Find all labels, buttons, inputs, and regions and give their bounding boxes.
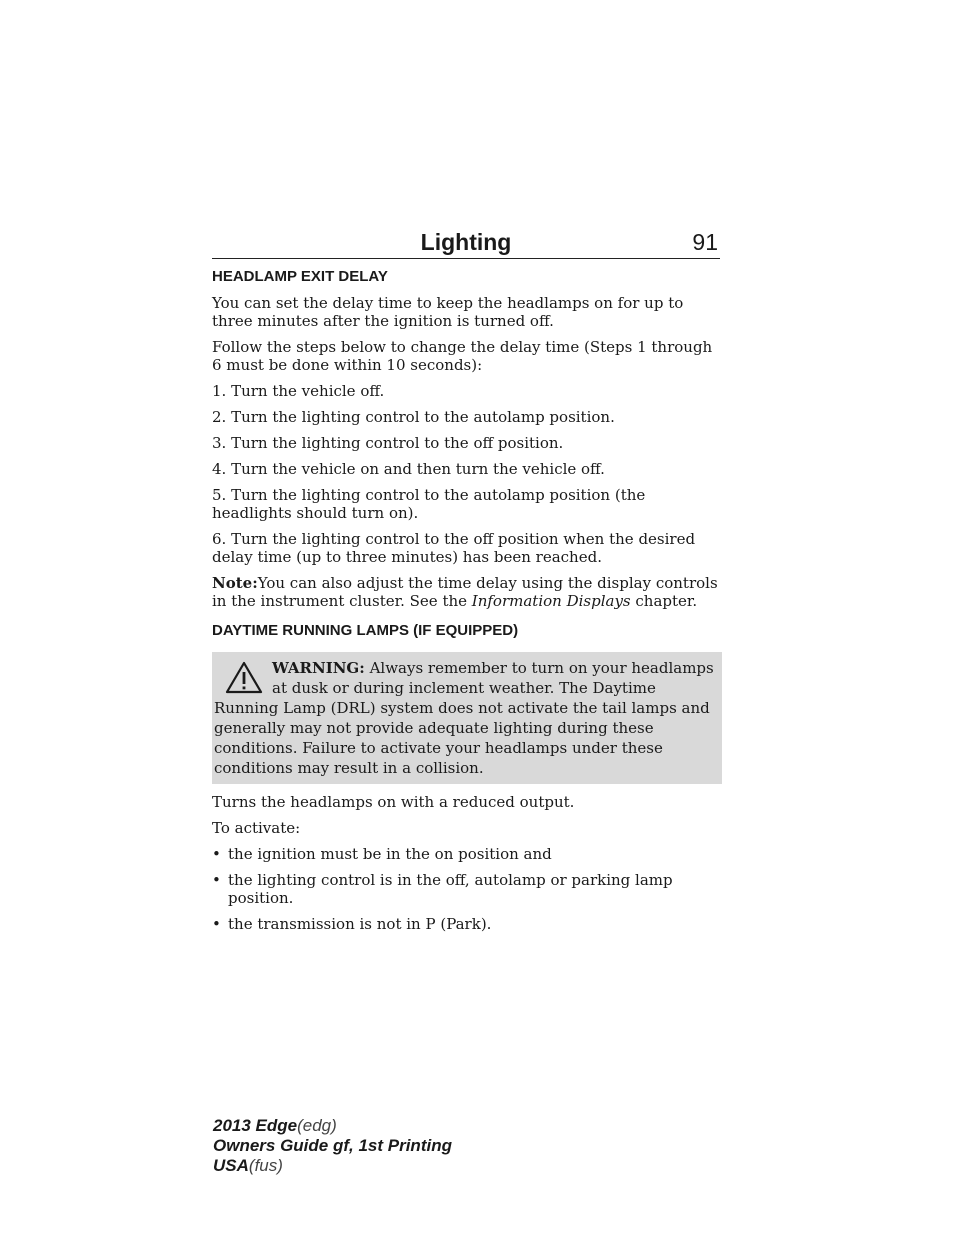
footer-model-code: (edg) bbox=[297, 1116, 337, 1135]
step-1: 1. Turn the vehicle off. bbox=[212, 382, 385, 400]
step-2: 2. Turn the lighting control to the autolamp position. bbox=[212, 408, 615, 426]
step-3: 3. Turn the lighting control to the off position. bbox=[212, 434, 564, 452]
footer-line-guide bbox=[213, 1136, 452, 1156]
note-label: Note: bbox=[212, 574, 258, 592]
list-item bbox=[212, 845, 722, 863]
footer-market: USA bbox=[213, 1156, 249, 1175]
section-heading-daytime-running-lamps: DAYTIME RUNNING LAMPS (IF EQUIPPED) bbox=[212, 622, 519, 639]
footer-line-market bbox=[213, 1156, 452, 1176]
paragraph-intro: You can set the delay time to keep the headlamps on for up to three minutes after the ignition is turned off. bbox=[212, 294, 684, 330]
footer-line-model bbox=[213, 1116, 452, 1136]
step-4: 4. Turn the vehicle on and then turn the vehicle off. bbox=[212, 460, 605, 478]
bullet-icon: • bbox=[212, 915, 221, 933]
paragraph-to-activate: To activate: bbox=[212, 819, 301, 837]
note-text: You can also adjust the time delay using the display controls in the instrument cluster. See the bbox=[212, 574, 718, 610]
page-header bbox=[212, 228, 720, 259]
chapter-title: Lighting bbox=[420, 229, 512, 255]
warning-box bbox=[212, 652, 722, 784]
list-item-text: the transmission is not in P (Park). bbox=[228, 915, 492, 933]
warning-text: Always remember to turn on your headlamps at dusk or during inclement weather. The Daytime Running Lamp (DRL) system does not activate the tail lamps and generally may not provide adequate lighting during these conditions. Failure to activate your headlamps under these conditions may result in a collision. bbox=[214, 659, 714, 777]
warning-label: WARNING: bbox=[272, 659, 365, 677]
footer-guide: Owners Guide gf, 1st Printing bbox=[213, 1136, 452, 1155]
list-item-text: the ignition must be in the on position and bbox=[228, 845, 552, 863]
note-end: chapter. bbox=[630, 592, 698, 610]
bullet-icon: • bbox=[212, 871, 221, 889]
list-item bbox=[212, 915, 722, 933]
bullet-icon: • bbox=[212, 845, 221, 863]
footer-model: 2013 Edge bbox=[213, 1116, 298, 1135]
page-number: 91 bbox=[692, 229, 718, 255]
step-5: 5. Turn the lighting control to the autolamp position (the headlights should turn on). bbox=[212, 486, 646, 522]
section-heading-headlamp-exit-delay: HEADLAMP EXIT DELAY bbox=[212, 268, 388, 285]
warning-triangle-icon bbox=[224, 660, 264, 696]
paragraph-steps-intro: Follow the steps below to change the delay time (Steps 1 through 6 must be done within 10 seconds): bbox=[212, 338, 713, 374]
activation-conditions-list bbox=[212, 845, 722, 933]
page-content bbox=[212, 268, 722, 941]
list-item bbox=[212, 871, 722, 907]
note-chapter-reference: Information Displays bbox=[471, 592, 631, 610]
note-paragraph bbox=[212, 574, 722, 610]
paragraph-drl-output: Turns the headlamps on with a reduced output. bbox=[212, 793, 575, 811]
page-footer bbox=[213, 1116, 452, 1176]
step-6: 6. Turn the lighting control to the off position when the desired delay time (up to three minutes) has been reached. bbox=[212, 530, 696, 566]
list-item-text: the lighting control is in the off, autolamp or parking lamp position. bbox=[228, 871, 673, 907]
footer-market-code: (fus) bbox=[248, 1156, 283, 1175]
